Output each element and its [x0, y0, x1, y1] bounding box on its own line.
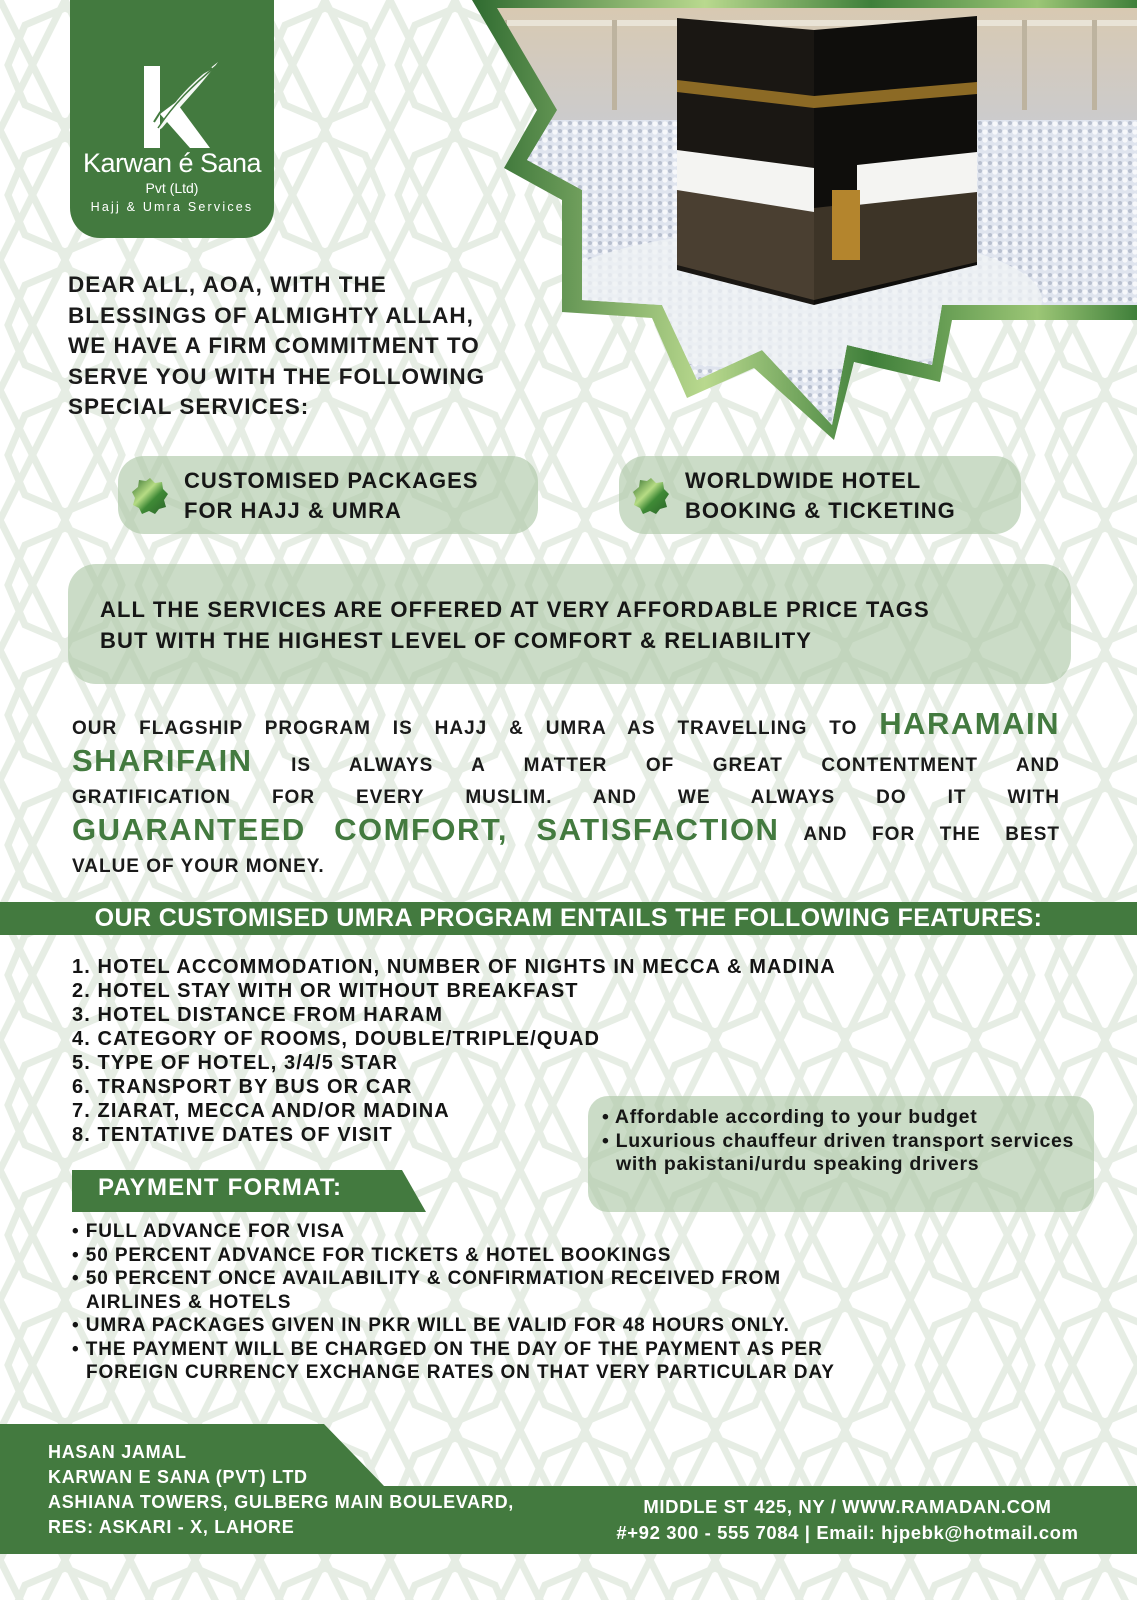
intro-line: BLESSINGS OF ALMIGHTY ALLAH, [68, 302, 474, 328]
service-label-line: CUSTOMISED PACKAGES [184, 468, 479, 493]
contact-name: HASAN JAMAL [48, 1442, 187, 1462]
affordability-banner [68, 564, 1071, 684]
feature-item: 2. HOTEL STAY WITH OR WITHOUT BREAKFAST [72, 980, 579, 1002]
intro-line: DEAR ALL, AOA, WITH THE [68, 272, 387, 297]
highlight-item: • Luxurious chauffeur driven transport services with pakistani/urdu speaking drivers [602, 1129, 1075, 1175]
intro-line: WE HAVE A FIRM COMMITMENT TO [68, 333, 480, 358]
payment-list [72, 1220, 942, 1385]
service-customised-packages [118, 456, 538, 534]
feature-item: 6. TRANSPORT BY BUS OR CAR [72, 1076, 413, 1098]
flagship-paragraph [72, 708, 1060, 883]
highlights-list [588, 1096, 1094, 1177]
contact-details [590, 1494, 1105, 1546]
intro-line: SERVE YOU WITH THE FOLLOWING [68, 363, 486, 389]
highlight-haramain: HARAMAIN [879, 706, 1060, 741]
flagship-text: VALUE OF YOUR MONEY. [72, 856, 325, 877]
banner-line: ALL THE SERVICES ARE OFFERED AT VERY AFFORDABLE PRICE TAGS [100, 597, 930, 622]
highlights-box [588, 1096, 1094, 1212]
service-hotel-booking [619, 456, 1021, 534]
flagship-line [72, 745, 1060, 782]
flagship-line [72, 814, 1060, 851]
intro-message [68, 270, 588, 423]
payment-item: • UMRA PACKAGES GIVEN IN PKR WILL BE VALID FOR 48 HOURS ONLY. [72, 1315, 790, 1336]
office-and-website[interactable]: MIDDLE ST 425, NY / WWW.RAMADAN.COM [643, 1496, 1052, 1517]
service-label [685, 466, 956, 526]
payment-item: • FULL ADVANCE FOR VISA [72, 1221, 345, 1242]
highlight-item: • Affordable according to your budget [602, 1106, 978, 1128]
features-heading: OUR CUSTOMISED UMRA PROGRAM ENTAILS THE FOLLOWING FEATURES: [0, 902, 1137, 935]
feature-item: 8. TENTATIVE DATES OF VISIT [72, 1124, 393, 1146]
intro-line: SPECIAL SERVICES: [68, 394, 310, 419]
service-label [184, 466, 478, 526]
flagship-text: OUR FLAGSHIP PROGRAM IS HAJJ & UMRA AS TRAVELLING TO [72, 718, 880, 739]
brand-name: Karwan é Sana [82, 148, 262, 178]
payment-format-tab [72, 1170, 426, 1212]
banner-text [100, 594, 930, 656]
green-seal-badge-icon [631, 476, 671, 516]
flagship-line [72, 708, 1060, 745]
contact-address-line: ASHIANA TOWERS, GULBERG MAIN BOULEVARD, [48, 1492, 514, 1512]
flagship-line [72, 782, 1060, 814]
feature-item: 5. TYPE OF HOTEL, 3/4/5 STAR [72, 1052, 399, 1074]
service-label-line: BOOKING & TICKETING [685, 498, 956, 523]
flagship-text: GRATIFICATION FOR EVERY MUSLIM. AND WE ALWAYS DO IT WITH [72, 787, 1060, 808]
feature-item: 1. HOTEL ACCOMMODATION, NUMBER OF NIGHTS IN MECCA & MADINA [72, 956, 836, 978]
brand-tagline: Hajj & Umra Services [90, 200, 254, 214]
payment-heading: PAYMENT FORMAT: [98, 1174, 343, 1201]
feature-item: 3. HOTEL DISTANCE FROM HARAM [72, 1004, 444, 1026]
service-label-line: FOR HAJJ & UMRA [184, 498, 402, 523]
feature-item: 7. ZIARAT, MECCA AND/OR MADINA [72, 1100, 450, 1122]
banner-line: BUT WITH THE HIGHEST LEVEL OF COMFORT & RELIABILITY [100, 628, 813, 653]
contact-address-line: RES: ASKARI - X, LAHORE [48, 1517, 295, 1537]
payment-item: • 50 PERCENT ONCE AVAILABILITY & CONFIRMATION RECEIVED FROM AIRLINES & HOTELS [72, 1268, 781, 1313]
payment-item: • THE PAYMENT WILL BE CHARGED ON THE DAY OF THE PAYMENT AS PER FOREIGN CURRENCY EXCHANGE RATES ON THAT VERY PARTICULAR DAY [72, 1338, 835, 1383]
k-feather-logo-icon [132, 62, 222, 152]
company-logo [70, 0, 274, 238]
green-seal-badge-icon [130, 476, 170, 516]
flagship-text: AND FOR THE BEST [779, 824, 1060, 845]
contact-company: KARWAN E SANA (PVT) LTD [48, 1467, 308, 1487]
phone-and-email[interactable]: #+92 300 - 555 7084 | Email: hjpebk@hotmail.com [616, 1522, 1079, 1543]
flagship-line [72, 851, 1060, 883]
contact-address [48, 1440, 514, 1540]
feature-item: 4. CATEGORY OF ROOMS, DOUBLE/TRIPLE/QUAD [72, 1028, 601, 1050]
highlight-sharifain: SHARIFAIN [72, 743, 253, 778]
service-label-line: WORLDWIDE HOTEL [685, 468, 922, 493]
flagship-text: IS ALWAYS A MATTER OF GREAT CONTENTMENT AND [252, 755, 1060, 776]
payment-item: • 50 PERCENT ADVANCE FOR TICKETS & HOTEL BOOKINGS [72, 1244, 672, 1266]
highlight-guaranteed-comfort: GUARANTEED COMFORT, SATISFACTION [72, 812, 780, 847]
brand-entity: Pvt (Ltd) [145, 180, 199, 196]
